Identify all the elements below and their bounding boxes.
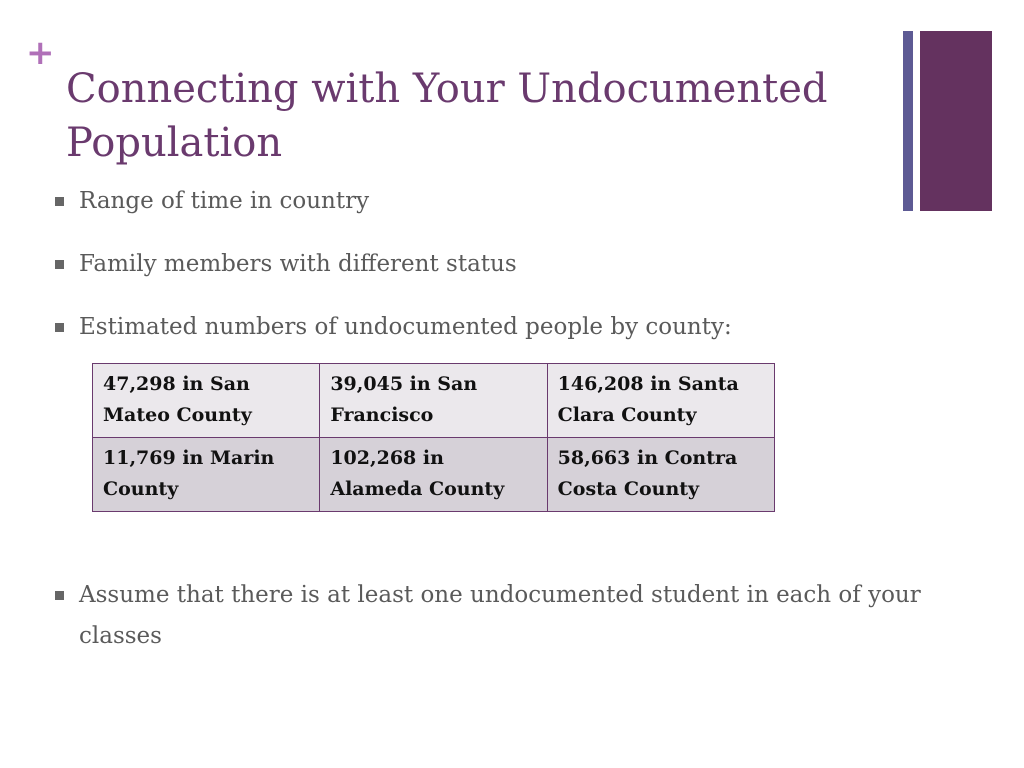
bullet-item <box>55 247 955 281</box>
square-bullet-icon <box>55 197 64 206</box>
bullet-item <box>55 575 955 657</box>
bullet-text: Family members with different status <box>79 251 517 277</box>
table-row <box>93 438 775 512</box>
table-cell: 102,268 in Alameda County <box>320 438 547 512</box>
bullet-item <box>55 184 955 218</box>
square-bullet-icon <box>55 323 64 332</box>
table-cell: 146,208 in Santa Clara County <box>547 364 774 438</box>
county-estimates-table <box>92 363 775 512</box>
table-cell: 58,663 in Contra Costa County <box>547 438 774 512</box>
bullet-text: Assume that there is at least one undocumented student in each of your classes <box>79 582 921 649</box>
square-bullet-icon <box>55 591 64 600</box>
plus-icon: + <box>26 33 55 73</box>
bullet-list <box>55 184 955 373</box>
bullet-text: Range of time in country <box>79 188 370 214</box>
table-cell: 47,298 in San Mateo County <box>93 364 320 438</box>
table-row <box>93 364 775 438</box>
bullet-text: Estimated numbers of undocumented people by county: <box>79 314 732 340</box>
closing-bullet-list <box>55 575 955 657</box>
bullet-item <box>55 310 955 344</box>
slide-title: Connecting with Your Undocumented Population <box>66 66 828 166</box>
square-bullet-icon <box>55 260 64 269</box>
table-cell: 11,769 in Marin County <box>93 438 320 512</box>
table-cell: 39,045 in San Francisco <box>320 364 547 438</box>
